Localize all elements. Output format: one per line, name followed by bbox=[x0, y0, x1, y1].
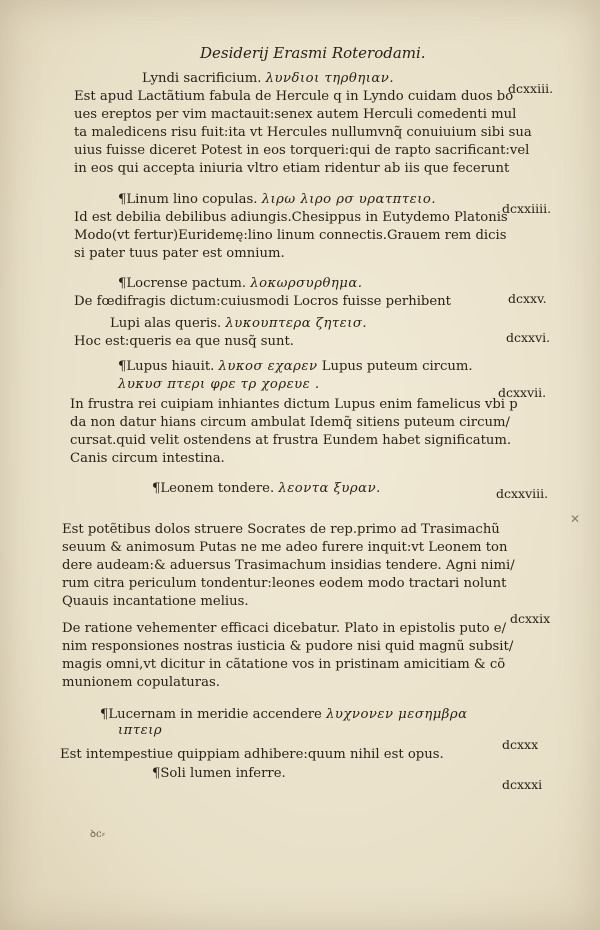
text-line: Id est debilia debilibus adiungis.Chesippus in Eutydemo Platonis bbox=[74, 210, 508, 225]
text-line: si pater tuus pater est omnium. bbox=[74, 246, 285, 261]
text-line: ta maledicens risu fuit:ita vt Hercules nullumvnq̃ conuiuium sibi sua bbox=[74, 125, 532, 140]
text-line: cursat.quid velit ostendens at frustra Eundem habet significatum. bbox=[70, 433, 512, 448]
adage-number: dcxxiii. bbox=[508, 81, 554, 96]
text-line: magis omni,vt dicitur in cãtatione vos in pristinam amicitiam & cõ bbox=[62, 657, 506, 672]
text-line: in eos qui accepta iniuria vltro etiam ridentur ab iis que fecerunt bbox=[74, 161, 510, 176]
text-line: De ratione vehementer efficaci dicebatur. Plato in epistolis puto e/ bbox=[62, 621, 507, 636]
text-line: dere audeam:& aduersus Trasimachum insidias tendere. Agni nimi/ bbox=[62, 558, 515, 573]
text-line: munionem copulaturas. bbox=[62, 675, 220, 690]
text-line: ¶Lupus hiauit. λυκοσ εχαρεν Lupus puteum circum. bbox=[118, 359, 473, 374]
adage-number: dcxxx bbox=[502, 737, 539, 752]
adage-number: dcxxix bbox=[510, 611, 551, 626]
text-line: ¶Lucernam in meridie accendere λυχνονεν μεσημβρα bbox=[100, 707, 468, 722]
text-line: Canis circum intestina. bbox=[70, 451, 225, 466]
text-line: rum citra periculum tondentur:leones eodem modo tractari nolunt bbox=[62, 576, 507, 591]
adage-number: dcxxvi. bbox=[506, 330, 551, 345]
text-line: ues ereptos per vim mactauit:senex autem Herculi comedenti mul bbox=[74, 107, 517, 122]
margin-mark-icon: ✕ bbox=[570, 512, 581, 526]
text-line: Modo(vt fertur)Euridemę:lino linum connectis.Grauem rem dicis bbox=[74, 228, 507, 243]
text-line: ιπτειρ bbox=[118, 723, 163, 738]
text-line: ¶Leonem tondere. λεοντα ξυραν. bbox=[152, 481, 381, 496]
adage-number: dcxxv. bbox=[508, 291, 547, 306]
text-line: ¶Locrense pactum. λοκωρσυρθημα. bbox=[118, 276, 363, 291]
text-line: Lupi alas queris. λυκουπτερα ζητεισ. bbox=[110, 316, 368, 331]
bottom-mark: ꝺc⸗ bbox=[90, 829, 105, 840]
text-line: ¶Soli lumen inferre. bbox=[152, 766, 286, 781]
adage-number: dcxxvii. bbox=[498, 385, 547, 400]
text-line: In frustra rei cuipiam inhiantes dictum Lupus enim famelicus vbi p bbox=[70, 397, 518, 412]
text-line: Est potẽtibus dolos struere Socrates de rep.primo ad Trasimachũ bbox=[62, 522, 500, 537]
adage-number: dcxxiiii. bbox=[502, 201, 552, 216]
text-line: seuum & animosum Putas ne me adeo furere inquit:vt Leonem ton bbox=[62, 540, 508, 555]
adage-number: dcxxviii. bbox=[496, 486, 549, 501]
text-line: ¶Linum lino copulas. λιρω λιρο ρσ υρατπτειο. bbox=[118, 192, 437, 207]
text-line: uius fuisse diceret Potest in eos torqueri:qui de rapto sacrificant:vel bbox=[74, 143, 530, 158]
text-line: λυκυσ πτερι φρε τρ χορευε . bbox=[118, 377, 320, 392]
running-header: Desiderij Erasmi Roterodami. bbox=[200, 44, 426, 62]
text-line: Est apud Lactãtium fabula de Hercule q in Lyndo cuidam duos bo bbox=[74, 89, 514, 104]
text-line: Est intempestiue quippiam adhibere:quum nihil est opus. bbox=[60, 747, 444, 762]
text-line: nim responsiones nostras iusticia & pudore nisi quid magnũ subsit/ bbox=[62, 639, 514, 654]
text-line: De fœdifragis dictum:cuiusmodi Locros fuisse perhibent bbox=[74, 294, 451, 309]
text-line: da non datur hians circum ambulat Idemq̃ sitiens puteum circum/ bbox=[70, 415, 510, 430]
text-line: Quauis incantatione melius. bbox=[62, 594, 249, 609]
adage-number: dcxxxi bbox=[502, 777, 543, 792]
text-line: Hoc est:queris ea que nusq̃ sunt. bbox=[74, 334, 294, 349]
text-line: Lyndi sacrificium. λυνδιοι τηρθηιαν. bbox=[142, 71, 395, 86]
